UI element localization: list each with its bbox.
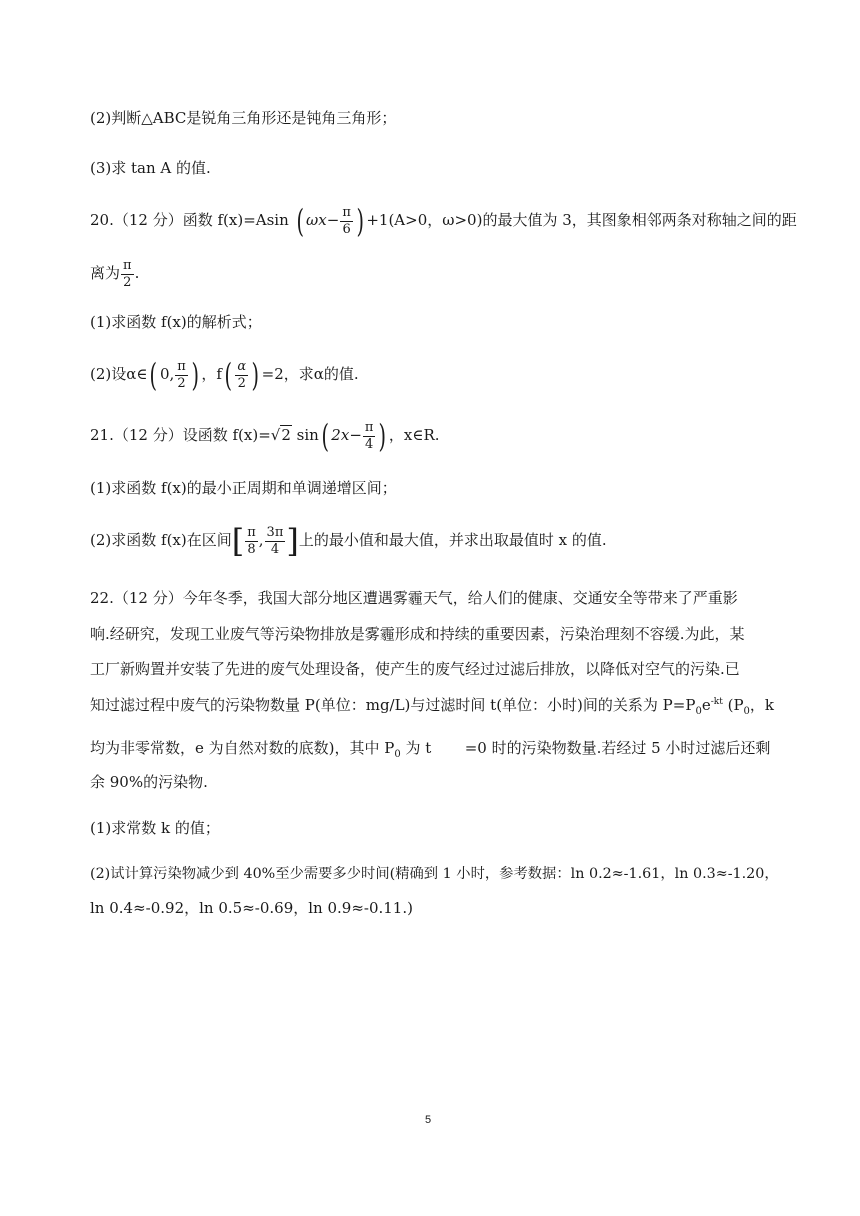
q20-pi-over-6: $\frac{\pi}{6}$ xyxy=(342,204,351,237)
q20-omega-x: ωx xyxy=(306,211,327,229)
q22-part1: (1)求常数 k 的值； xyxy=(90,819,220,837)
q20-pi-over-2: $\frac{\pi}{2}$ xyxy=(123,257,132,290)
right-paren: ) xyxy=(356,202,364,240)
q21-part1: (1)求函数 f(x)的最小正周期和单调递增区间； xyxy=(90,479,397,497)
left-paren: ( xyxy=(296,202,304,240)
q19-part2: (2)判断△ABC是锐角三角形还是钝角三角形； xyxy=(90,109,397,127)
q21-statement: 21.（12 分）设函数 f(x)=√2 sin( 2x− $\frac{\pi}{4}$ ) ，x∈R. xyxy=(90,417,440,455)
q22-line1: 22.（12 分）今年冬季，我国大部分地区遭遇雾霾天气，给人们的健康、交通安全等带来了严重影 xyxy=(90,589,738,607)
sqrt-2: √2 xyxy=(270,426,291,444)
q19-part3: (3)求 tan A 的值. xyxy=(90,159,211,177)
q22-line2: 响.经研究，发现工业废气等污染物排放是雾霾形成和持续的重要因素，污染治理刻不容缓.为此，某 xyxy=(90,625,745,643)
q20-label: 20.（12 分）函数 f(x)=Asin xyxy=(90,211,289,229)
q20-part2: (2)设α∈( 0, $\frac{\pi}{2}$ ) ，f( $\frac{\alpha}{2}$ ) =2，求α的值. xyxy=(90,356,359,394)
q20-after: +1(A>0，ω>0)的最大值为 3，其图象相邻两条对称轴之间的距 xyxy=(366,211,797,229)
q20-part1: (1)求函数 f(x)的解析式； xyxy=(90,313,262,331)
page-number: 5 xyxy=(425,1114,432,1126)
q22-line4: 知过滤过程中废气的污染物数量 P(单位：mg/L)与过滤时间 t(单位：小时)间的关系为 $P=P_0e^{-kt}$ ($P_0$，k xyxy=(90,696,775,717)
q21-part2: (2)求函数 f(x)在区间[ $\frac{\pi}{8}$ , $\frac{3\pi}{4}$ ]上的最小值和最大值，并求出取最值时 x 的值. xyxy=(90,522,607,560)
q22-line6: 余 90%的污染物. xyxy=(90,773,208,791)
q22-line3: 工厂新购置并安装了先进的废气处理设备，使产生的废气经过过滤后排放，以降低对空气的污染.已 xyxy=(90,660,740,678)
q20-statement xyxy=(90,201,797,240)
q22-part2-line2: ln 0.4≈-0.92，ln 0.5≈-0.69，ln 0.9≈-0.11.) xyxy=(90,899,413,917)
q20-minus: − xyxy=(326,211,340,229)
q22-part2-line1: (2)试计算污染物减少到 40%至少需要多少时间(精确到 1 小时，参考数据：ln 0.2≈-1.61，ln 0.3≈-1.20， xyxy=(90,866,779,882)
q20-line2: 离为 $\frac{\pi}{2}$ . xyxy=(90,257,140,290)
q22-line5: 均为非零常数，e 为自然对数的底数)，其中 $P_0$ 为 t =0 时的污染物数量.若经过 5 小时过滤后还剩 xyxy=(90,739,771,760)
